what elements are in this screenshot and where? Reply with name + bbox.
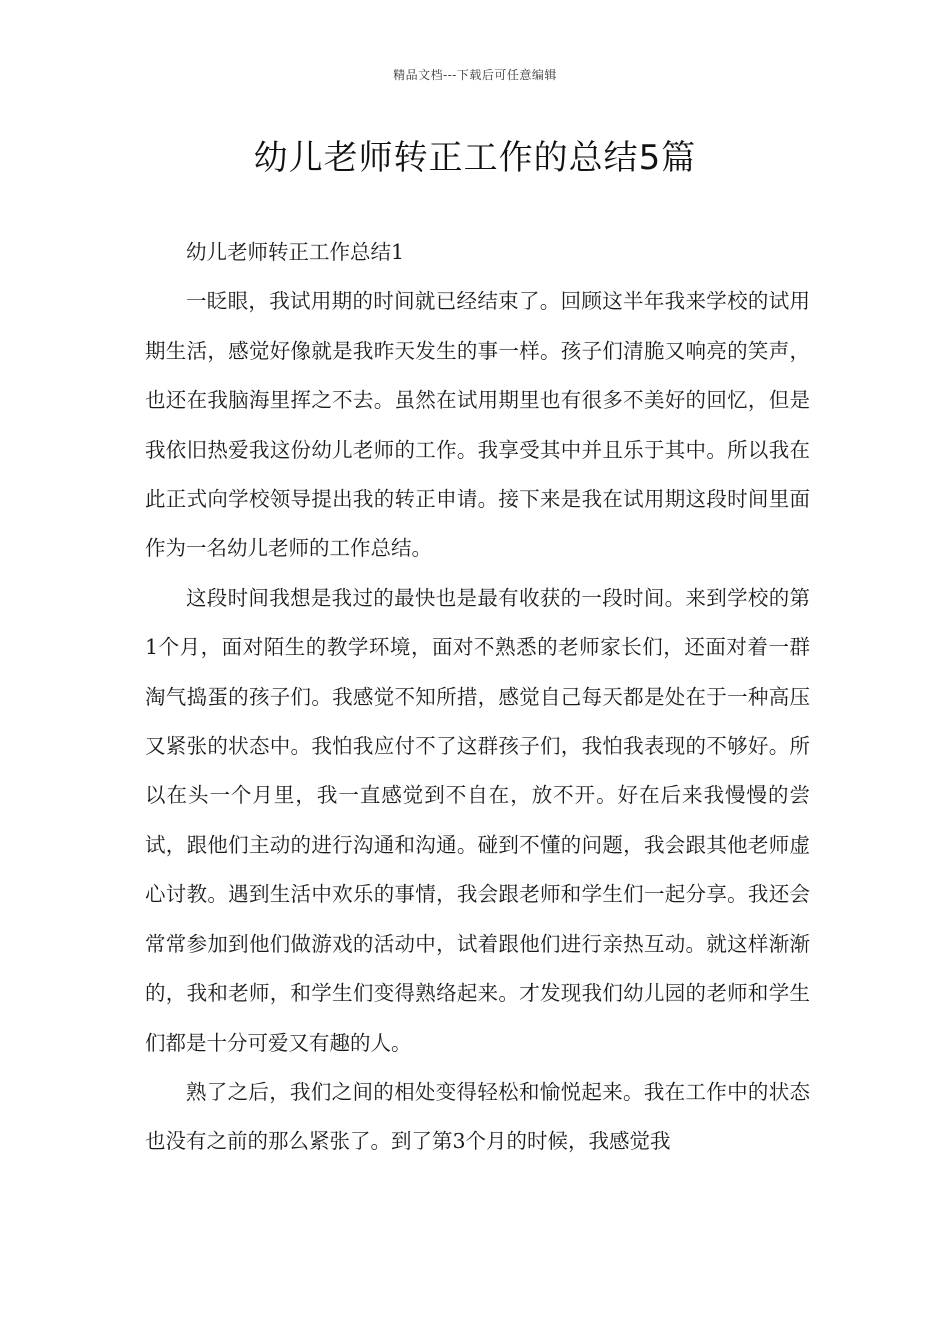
document-body (145, 228, 810, 1167)
paragraph: 一眨眼，我试用期的时间就已经结束了。回顾这半年我来学校的试用期生活，感觉好像就是我昨天发生的事一样。孩子们清脆又响亮的笑声，也还在我脑海里挥之不去。虽然在试用期里也有很多不美好的回忆，但是我依旧热爱我这份幼儿老师的工作。我享受其中并且乐于其中。所以我在此正式向学校领导提出我的转正申请。接下来是我在试用期这段时间里面作为一名幼儿老师的工作总结。 (145, 289, 810, 561)
paragraph: 熟了之后，我们之间的相处变得轻松和愉悦起来。我在工作中的状态也没有之前的那么紧张了。到了第3个月的时候，我感觉我 (145, 1079, 810, 1154)
paragraph: 这段时间我想是我过的最快也是最有收获的一段时间。来到学校的第1个月，面对陌生的教学环境，面对不熟悉的老师家长们，还面对着一群淘气捣蛋的孩子们。我感觉不知所措，感觉自己每天都是处在于一种高压又紧张的状态中。我怕我应付不了这群孩子们，我怕我表现的不够好。所以在头一个月里，我一直感觉到不自在，放不开。好在后来我慢慢的尝试，跟他们主动的进行沟通和沟通。碰到不懂的问题，我会跟其他老师虚心讨教。遇到生活中欢乐的事情，我会跟老师和学生们一起分享。我还会常常参加到他们做游戏的活动中，试着跟他们进行亲热互动。就这样渐渐的，我和老师，和学生们变得熟络起来。才发现我们幼儿园的老师和学生们都是十分可爱又有趣的人。 (145, 585, 810, 1055)
section-heading: 幼儿老师转正工作总结1 (186, 240, 405, 264)
header-note: 精品文档---下载后可任意编辑 (393, 68, 557, 82)
document-title: 幼儿老师转正工作的总结5篇 (253, 138, 697, 178)
